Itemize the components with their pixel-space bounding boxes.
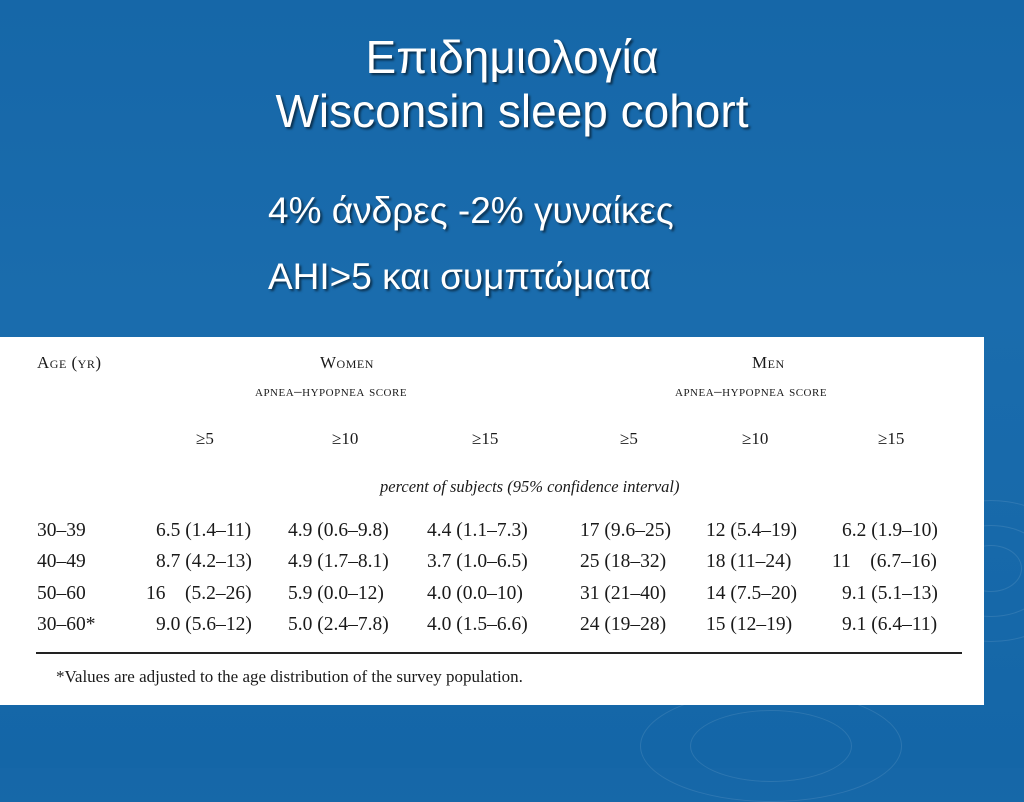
table-cell: 6.5 (1.4–11) [156,520,252,541]
threshold-header: ≥15 [878,429,905,448]
score-header-men: apnea–hypopnea score [675,384,828,400]
threshold-header: ≥10 [332,429,359,448]
subtitle-line1: 4% άνδρες -2% γυναίκες [268,190,674,231]
row-age: 40–49 [37,551,86,572]
unit-note: percent of subjects (95% confidence interval) [380,477,680,496]
table-cell: 25 (18–32) [580,551,667,572]
group-header-men: Men [752,353,785,372]
threshold-header: ≥15 [472,429,499,448]
table-cell: 11 (6.7–16) [832,551,937,572]
subtitle-line2: AHI>5 και συμπτώματα [268,256,652,297]
table-cell: 9.1 (5.1–13) [842,583,938,604]
table-cell: 14 (7.5–20) [706,583,797,604]
slide-title-line2: Wisconsin sleep cohort [275,85,749,137]
table-cell: 15 (12–19) [706,614,793,635]
table-cell: 5.0 (2.4–7.8) [288,614,389,635]
table-cell: 4.0 (1.5–6.6) [427,614,528,635]
threshold-header: ≥5 [620,429,638,448]
threshold-header: ≥5 [196,429,214,448]
table-cell: 24 (19–28) [580,614,667,635]
table-cell: 4.9 (0.6–9.8) [288,520,389,541]
table-cell: 9.0 (5.6–12) [156,614,252,635]
table-cell: 31 (21–40) [580,583,667,604]
table-cell: 12 (5.4–19) [706,520,797,541]
table-cell: 5.9 (0.0–12) [288,583,384,604]
group-header-women: Women [320,353,374,372]
row-age: 30–39 [37,520,86,541]
background-ripple [690,710,852,782]
table-cell: 6.2 (1.9–10) [842,520,938,541]
table-cell: 16 (5.2–26) [146,583,252,604]
table-cell: 18 (11–24) [706,551,792,572]
prevalence-table [0,337,984,705]
table-cell: 9.1 (6.4–11) [842,614,938,635]
score-header-women: apnea–hypopnea score [255,384,408,400]
slide-title-line1: Επιδημιολογία [365,31,659,83]
column-header-age: Age (yr) [37,353,102,372]
row-age: 30–60* [37,614,96,635]
table-cell: 8.7 (4.2–13) [156,551,252,572]
slide-title [0,30,1024,138]
row-age: 50–60 [37,583,86,604]
table-cell: 4.9 (1.7–8.1) [288,551,389,572]
threshold-header: ≥10 [742,429,769,448]
table-cell: 3.7 (1.0–6.5) [427,551,528,572]
table-cell: 17 (9.6–25) [580,520,671,541]
table-cell: 4.0 (0.0–10) [427,583,523,604]
table-bottom-rule [36,652,962,654]
table-cell: 4.4 (1.1–7.3) [427,520,528,541]
table-footnote: *Values are adjusted to the age distribution of the survey population. [56,667,523,686]
